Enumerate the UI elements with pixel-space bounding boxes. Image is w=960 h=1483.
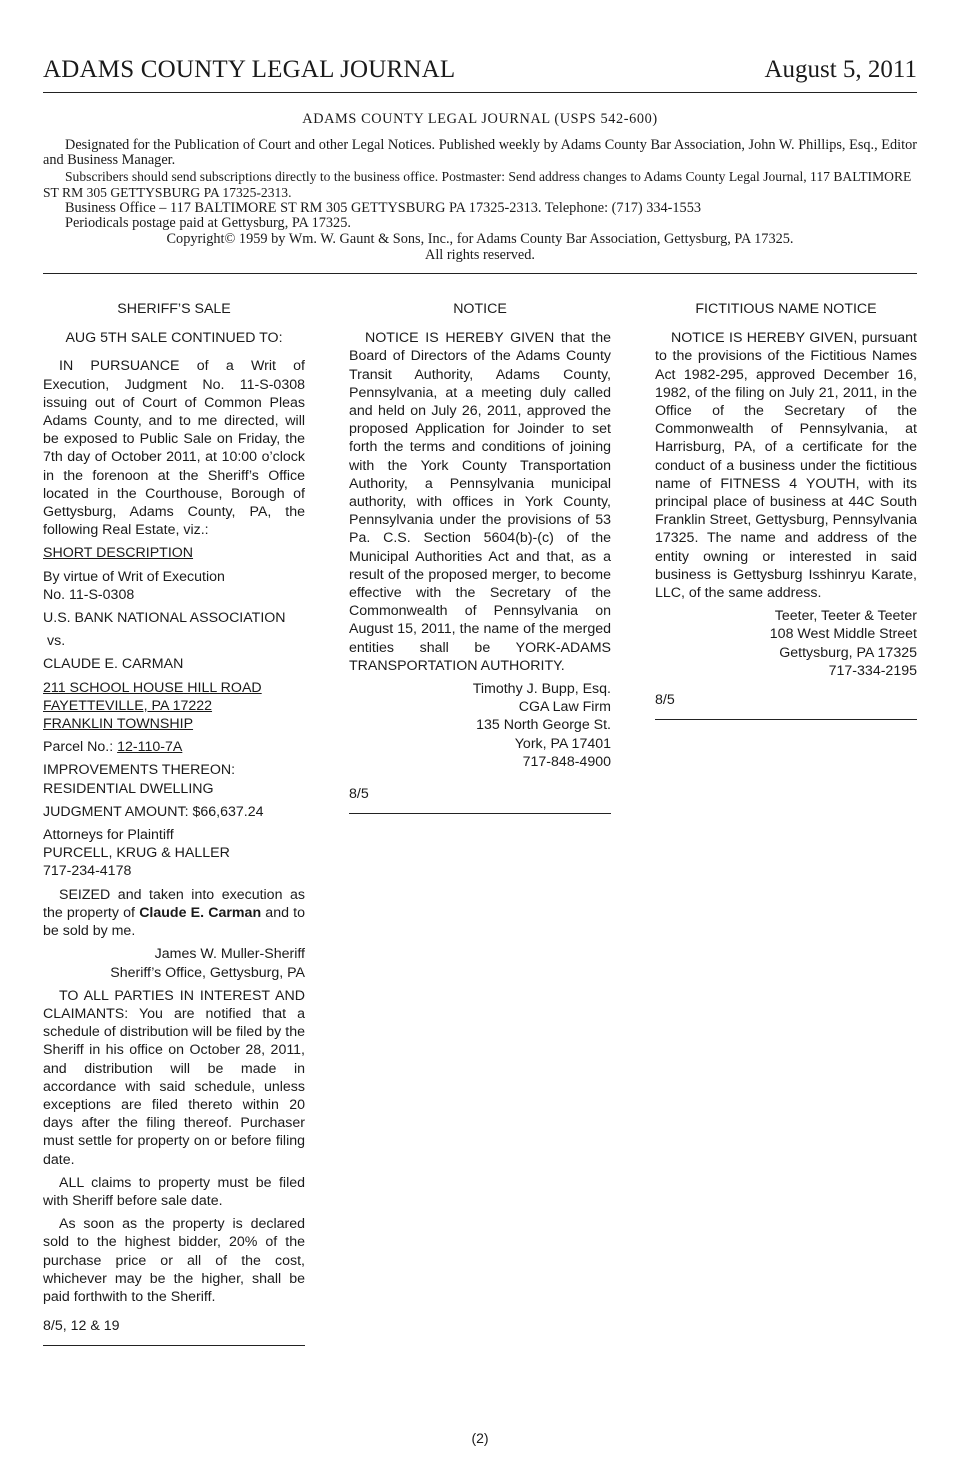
fictitious-heading: FICTITIOUS NAME NOTICE (695, 301, 877, 317)
writ-block (43, 568, 305, 604)
parties-paragraph: TO ALL PARTIES IN INTEREST AND CLAIMANTS: You are notified that a schedule of distribution will be filed by the Sheriff in his office on October 28, 2011, and distribution will be made in accordance with said schedule, unless exceptions are filed thereto within 20 days after the filing thereof. Purchaser must settle for property on or before filing date. (43, 987, 305, 1168)
notice-city: York, PA 17401 (514, 735, 611, 752)
parcel-label: Parcel No.: (43, 739, 118, 756)
column-end-rule (655, 719, 917, 720)
judgment-amount: JUDGMENT AMOUNT: $66,637.24 (43, 803, 264, 820)
notice-heading: NOTICE (453, 301, 507, 317)
attorneys-label: Attorneys for Plaintiff (43, 827, 174, 844)
versus-label: vs. (47, 633, 66, 650)
fictitious-date: 8/5 (655, 692, 675, 709)
seized-paragraph (43, 886, 305, 941)
writ-number: No. 11-S-0308 (43, 586, 135, 603)
issue-date: August 5, 2011 (764, 56, 917, 83)
address-street: 211 SCHOOL HOUSE HILL ROAD (43, 679, 262, 696)
column-end-rule (43, 1345, 305, 1346)
fictitious-street: 108 West Middle Street (769, 626, 917, 643)
journal-page (43, 0, 917, 1483)
fictitious-firm: Teeter, Teeter & Teeter (774, 608, 917, 625)
property-address (43, 679, 305, 734)
masthead-copyright: Copyright© 1959 by Wm. W. Gaunt & Sons, Inc., for Adams County Bar Association, Gettysburg, PA 17325. (166, 230, 794, 247)
notice-attorney: Timothy J. Bupp, Esq. (472, 681, 611, 698)
masthead-rights: All rights reserved. (425, 246, 535, 263)
masthead-subscribers: Subscribers should send subscriptions directly to the business office. Postmaster: Send address changes to Adams County Legal Journal, 117 BALTIMORE ST RM 305 GETTYSBURG PA 17325-2313. (43, 169, 912, 200)
short-description-label: SHORT DESCRIPTION (43, 545, 194, 562)
writ-line: By virtue of Writ of Execution (43, 568, 225, 585)
masthead-title: ADAMS COUNTY LEGAL JOURNAL (USPS 542-600) (302, 111, 658, 127)
notice-body: NOTICE IS HEREBY GIVEN that the Board of Directors of the Adams County Transit Authority, Adams County, Pennsylvania, at a meeting duly called and held on July 26, 2011, approved the proposed Application for Joinder to set forth the terms and conditions of joining with the York County Transportation Authority, a Pennsylvania municipal authority, with offices in York County, Pennsylvania under the provisions of 53 Pa. C.S. Section 5604(b)-(c) of the Municipal Authorities Act and that, as a result of the proposed merger, to become effective with the Secretary of the Commonwealth of Pennsylvania on August 15, 2011, the name of the merged entities shall be YORK-ADAMS TRANSPORTATION AUTHORITY. (349, 330, 611, 674)
sale-publication-dates: 8/5, 12 & 19 (43, 1318, 120, 1335)
fictitious-name-column (655, 300, 917, 720)
sale-continued-subheading: AUG 5TH SALE CONTINUED TO: (65, 330, 283, 347)
masthead-business-office: Business Office – 117 BALTIMORE ST RM 305 GETTYSBURG PA 17325-2313. Telephone: (717) 334-1553 (65, 199, 702, 216)
notice-phone: 717-848-4900 (522, 753, 611, 770)
sheriff-office: Sheriff’s Office, Gettysburg, PA (110, 964, 305, 981)
notice-signature (349, 680, 611, 771)
header-divider (43, 92, 917, 93)
notice-street: 135 North George St. (476, 717, 611, 734)
notice-date: 8/5 (349, 786, 369, 803)
fictitious-phone: 717-334-2195 (828, 662, 917, 679)
improvements-value: RESIDENTIAL DWELLING (43, 780, 214, 797)
notice-column (349, 300, 611, 814)
plaintiff-name: U.S. BANK NATIONAL ASSOCIATION (43, 610, 286, 627)
masthead-divider (43, 273, 917, 274)
address-township: FRANKLIN TOWNSHIP (43, 716, 194, 733)
sheriff-signature (43, 945, 305, 981)
masthead-designated: Designated for the Publication of Court and other Legal Notices. Published weekly by Adams County Bar Association, John W. Phillips, Esq., Editor and Business Manager. (43, 136, 917, 169)
improvements-label: IMPROVEMENTS THEREON: (43, 762, 236, 779)
sale-intro-paragraph: IN PURSUANCE of a Writ of Execution, Judgment No. 11-S-0308 issuing out of Court of Common Pleas Adams County, and to me directed, will be exposed to Public Sale on Friday, the 7th day of October 2011, at 10:00 o’clock in the forenoon at the Sheriff’s Office located in the Courthouse, Borough of Gettysburg, Adams County, PA, the following Real Estate, viz.: (43, 358, 305, 539)
running-header (43, 52, 917, 92)
sheriff-sale-column (43, 300, 305, 1346)
journal-title: ADAMS COUNTY LEGAL JOURNAL (43, 56, 456, 83)
defendant-name: CLAUDE E. CARMAN (43, 656, 184, 673)
masthead (43, 112, 917, 263)
parcel-number: 12-110-7A (117, 739, 183, 756)
fictitious-city: Gettysburg, PA 17325 (779, 644, 917, 661)
address-city: FAYETTEVILLE, PA 17222 (43, 697, 213, 714)
sheriff-name: James W. Muller-Sheriff (154, 946, 305, 963)
fictitious-signature (655, 607, 917, 680)
seized-text: SEIZED and taken into execution as the property of (43, 886, 305, 921)
seized-owner-name: Claude E. Carman (139, 904, 262, 921)
claims-paragraph: ALL claims to property must be filed with Sheriff before sale date. (43, 1174, 305, 1209)
page-number: (2) (471, 1430, 489, 1446)
declared-paragraph: As soon as the property is declared sold to the highest bidder, 20% of the purchase price or all of the cost, whichever may be the higher, shall be paid forthwith to the Sheriff. (43, 1216, 305, 1305)
seized-text-end: and to be sold by me. (43, 904, 305, 940)
masthead-periodicals: Periodicals postage paid at Gettysburg, PA 17325. (65, 215, 351, 232)
parcel-line (43, 738, 305, 756)
column-end-rule (349, 813, 611, 814)
attorneys-phone: 717-234-4178 (43, 863, 132, 880)
notice-firm: CGA Law Firm (518, 699, 611, 716)
attorneys-firm: PURCELL, KRUG & HALLER (43, 845, 230, 862)
improvements-block (43, 761, 305, 797)
attorneys-block (43, 826, 305, 881)
sheriff-sale-heading: SHERIFF’S SALE (117, 301, 231, 317)
fictitious-body: NOTICE IS HEREBY GIVEN, pursuant to the provisions of the Fictitious Names Act 1982-295, approved December 16, 1982, of the filing on July 21, 2011, in the Office of the Secretary of the Commonwealth of Pennsylvania, at Harrisburg, PA, of a certificate for the conduct of a business under the fictitious name of FITNESS 4 YOUTH, with its principal place of business at 44C South Franklin Street, Gettysburg, Pennsylvania 17325. The name and address of the entity owning or interested in said business is Gettysburg Isshinryu Karate, LLC, of the same address. (655, 330, 917, 602)
